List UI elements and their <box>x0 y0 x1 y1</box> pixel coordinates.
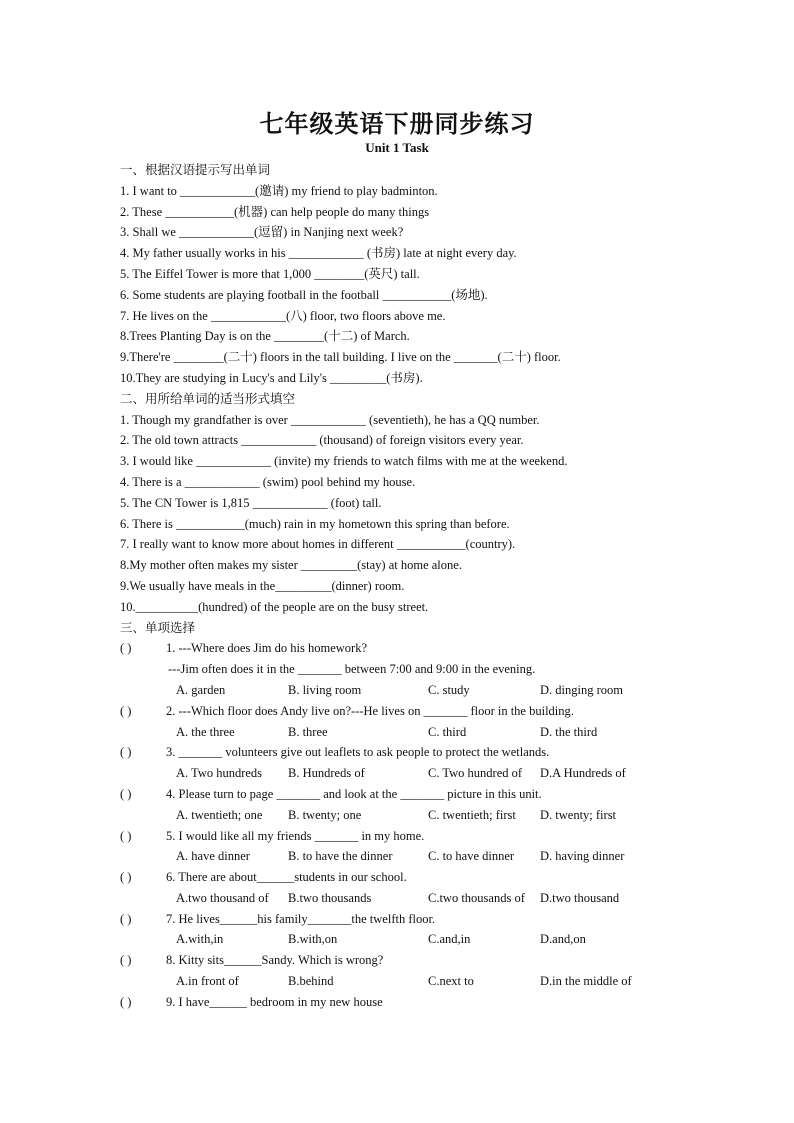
option-b: B.behind <box>288 974 334 989</box>
option-row <box>120 722 700 743</box>
answer-blank[interactable]: ( ) <box>120 641 132 656</box>
question-stem: 9. I have______ bedroom in my new house <box>166 994 383 1009</box>
section2-item: 6. There is ___________(much) rain in my hometown this spring than before. <box>120 516 510 531</box>
question-stem: 2. ---Which floor does Andy live on?---He lives on _______ floor in the building. <box>166 703 574 718</box>
option-b: B. to have the dinner <box>288 849 393 864</box>
question-stem: 5. I would like all my friends _______ in my home. <box>166 828 425 843</box>
section1-item: 10.They are studying in Lucy's and Lily's _________(书房). <box>120 370 423 385</box>
answer-blank[interactable]: ( ) <box>120 786 132 801</box>
section1-item: 4. My father usually works in his ____________ (书房) late at night every day. <box>120 246 517 261</box>
option-d: D.in the middle of <box>540 974 632 989</box>
section1-item: 7. He lives on the ____________(八) floor, two floors above me. <box>120 308 446 323</box>
question-stem: 6. There are about______students in our school. <box>166 870 407 885</box>
question-stem: 3. _______ volunteers give out leaflets to ask people to protect the wetlands. <box>166 745 550 760</box>
option-b: B. twenty; one <box>288 807 362 822</box>
answer-blank[interactable]: ( ) <box>120 703 132 718</box>
answer-blank[interactable]: ( ) <box>120 911 132 926</box>
option-d: D. having dinner <box>540 849 625 864</box>
answer-blank[interactable]: ( ) <box>120 953 132 968</box>
worksheet-body <box>120 160 700 1013</box>
option-c: C.next to <box>428 974 474 989</box>
section2-heading: 二、用所给单词的适当形式填空 <box>120 390 296 406</box>
option-a: A. the three <box>176 724 235 739</box>
option-c: C. third <box>428 724 467 739</box>
option-d: D.A Hundreds of <box>540 766 626 781</box>
option-row <box>120 971 700 992</box>
mcq-question <box>120 784 700 805</box>
option-row <box>120 846 700 867</box>
option-a: A. twentieth; one <box>176 807 263 822</box>
section2-item: 10.__________(hundred) of the people are on the busy street. <box>120 599 429 614</box>
option-b: B. three <box>288 724 328 739</box>
page-title: 七年级英语下册同步练习 <box>259 109 535 138</box>
section2-item: 4. There is a ____________ (swim) pool behind my house. <box>120 474 416 489</box>
option-a: A. garden <box>176 682 226 697</box>
option-c: C. study <box>428 682 470 697</box>
section2-item: 7. I really want to know more about homes in different ___________(country). <box>120 537 516 552</box>
option-d: D.two thousand <box>540 890 620 905</box>
option-c: C. twentieth; first <box>428 807 516 822</box>
section1-item: 2. These ___________(机器) can help people do many things <box>120 204 430 219</box>
section1-list <box>120 181 700 389</box>
mcq-question <box>120 909 700 930</box>
section1-item: 8.Trees Planting Day is on the ________(十二) of March. <box>120 329 410 344</box>
mcq-question <box>120 950 700 971</box>
section3-list <box>120 638 700 1012</box>
option-a: A. have dinner <box>176 849 250 864</box>
section1-item: 6. Some students are playing football in the football ___________(场地). <box>120 287 488 302</box>
section1-item: 3. Shall we ____________(逗留) in Nanjing next week? <box>120 225 404 240</box>
section2-item: 9.We usually have meals in the_________(dinner) room. <box>120 578 405 593</box>
option-row <box>120 805 700 826</box>
option-a: A.with,in <box>176 932 224 947</box>
question-stem: 4. Please turn to page _______ and look at the _______ picture in this unit. <box>166 786 542 801</box>
mcq-question <box>120 701 700 722</box>
option-a: A. Two hundreds <box>176 766 263 781</box>
answer-blank[interactable]: ( ) <box>120 870 132 885</box>
option-row <box>120 763 700 784</box>
section1-item: 1. I want to ____________(邀请) my friend to play badminton. <box>120 183 438 198</box>
option-a: A.in front of <box>176 974 239 989</box>
option-a: A.two thousand of <box>176 890 269 905</box>
option-b: B.with,on <box>288 932 338 947</box>
option-row <box>120 888 700 909</box>
mcq-question <box>120 826 700 847</box>
section3-heading: 三、单项选择 <box>120 619 196 635</box>
section2-item: 8.My mother often makes my sister _________(stay) at home alone. <box>120 558 462 573</box>
section1-item: 9.There're ________(二十) floors in the tall building. I live on the _______(二十) floor. <box>120 350 561 365</box>
page-subtitle: Unit 1 Task <box>365 140 429 155</box>
option-d: D. the third <box>540 724 598 739</box>
section2-item: 1. Though my grandfather is over ____________ (seventieth), he has a QQ number. <box>120 412 540 427</box>
section1-heading: 一、根据汉语提示写出单词 <box>120 162 271 177</box>
option-c: C. to have dinner <box>428 849 515 864</box>
option-d: D. dinging room <box>540 682 623 697</box>
mcq-question <box>120 992 700 1013</box>
mcq-question <box>120 867 700 888</box>
option-b: B. Hundreds of <box>288 766 365 781</box>
section2-item: 3. I would like ____________ (invite) my friends to watch films with me at the weekend. <box>120 454 568 469</box>
answer-blank[interactable]: ( ) <box>120 828 132 843</box>
mcq-question <box>120 742 700 763</box>
section2-item: 5. The CN Tower is 1,815 ____________ (foot) tall. <box>120 495 382 510</box>
option-row <box>120 680 700 701</box>
option-d: D. twenty; first <box>540 807 617 822</box>
question-stem: 7. He lives______his family_______the twelfth floor. <box>166 911 436 926</box>
option-row <box>120 929 700 950</box>
section1-item: 5. The Eiffel Tower is more that 1,000 ________(英尺) tall. <box>120 266 420 281</box>
question-stem: 1. ---Where does Jim do his homework? <box>166 641 367 656</box>
option-c: C. Two hundred of <box>428 766 523 781</box>
question-continuation: ---Jim often does it in the _______ between 7:00 and 9:00 in the evening. <box>168 662 536 677</box>
answer-blank[interactable]: ( ) <box>120 994 132 1009</box>
option-c: C.two thousands of <box>428 890 525 905</box>
option-b: B.two thousands <box>288 890 372 905</box>
answer-blank[interactable]: ( ) <box>120 745 132 760</box>
section2-list <box>120 410 700 618</box>
option-d: D.and,on <box>540 932 586 947</box>
option-b: B. living room <box>288 682 362 697</box>
option-c: C.and,in <box>428 932 471 947</box>
section2-item: 2. The old town attracts ____________ (thousand) of foreign visitors every year. <box>120 433 524 448</box>
question-stem: 8. Kitty sits______Sandy. Which is wrong? <box>166 953 384 968</box>
mcq-question <box>120 638 700 659</box>
